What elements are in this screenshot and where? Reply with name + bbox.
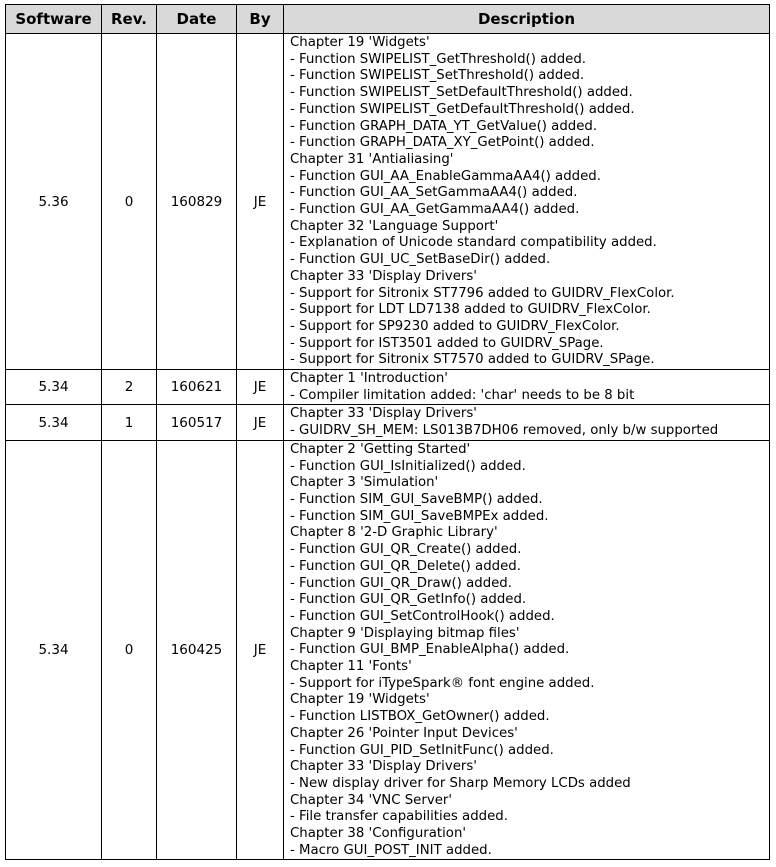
software-cell: 5.36 <box>6 34 102 370</box>
revision-cell: 0 <box>102 440 157 860</box>
revision-cell: 1 <box>102 405 157 440</box>
header-rev: Rev. <box>102 5 157 34</box>
software-cell: 5.34 <box>6 405 102 440</box>
description-line: - Function GUI_QR_Create() added. <box>290 542 522 558</box>
header-software: Software <box>6 5 102 34</box>
description-line: Chapter 8 '2-D Graphic Library' <box>290 525 498 541</box>
description-line: - Function SWIPELIST_SetDefaultThreshold() added. <box>290 85 633 101</box>
header-row <box>6 5 770 34</box>
revision-history-table <box>5 4 770 860</box>
description-line: Chapter 11 'Fonts' <box>290 659 412 675</box>
table-row <box>6 34 770 370</box>
description-line: - File transfer capabilities added. <box>290 809 508 825</box>
description-line: Chapter 2 'Getting Started' <box>290 441 471 457</box>
description-cell <box>284 440 770 860</box>
author-cell: JE <box>237 405 284 440</box>
description-line: - Support for Sitronix ST7570 added to GUIDRV_SPage. <box>290 352 655 368</box>
description-cell <box>284 370 770 405</box>
description-line: Chapter 33 'Display Drivers' <box>290 406 477 422</box>
description-line: - Function SIM_GUI_SaveBMP() added. <box>290 491 543 507</box>
description-line: - Function GUI_PID_SetInitFunc() added. <box>290 742 554 758</box>
description-line: Chapter 19 'Widgets' <box>290 35 430 50</box>
header-date: Date <box>157 5 237 34</box>
description-line: - Function GUI_AA_EnableGammaAA4() added. <box>290 168 601 184</box>
header-by: By <box>237 5 284 34</box>
date-cell: 160621 <box>157 370 237 405</box>
description-line: Chapter 9 'Displaying bitmap files' <box>290 625 520 641</box>
revision-cell: 0 <box>102 34 157 370</box>
revision-cell: 2 <box>102 370 157 405</box>
description-line: - Support for LDT LD7138 added to GUIDRV_FlexColor. <box>290 302 651 318</box>
description-cell <box>284 405 770 440</box>
description-line: - Support for SP9230 added to GUIDRV_FlexColor. <box>290 318 620 334</box>
description-line: - Function GUI_QR_Delete() added. <box>290 558 521 574</box>
description-line: Chapter 1 'Introduction' <box>290 371 448 387</box>
description-line: - Support for IST3501 added to GUIDRV_SPage. <box>290 335 604 351</box>
description-line: Chapter 32 'Language Support' <box>290 218 499 234</box>
description-cell <box>284 34 770 370</box>
author-cell: JE <box>237 34 284 370</box>
software-cell: 5.34 <box>6 370 102 405</box>
header-description: Description <box>284 5 770 34</box>
description-line: Chapter 26 'Pointer Input Devices' <box>290 725 518 741</box>
table-row <box>6 440 770 860</box>
description-line: - Function GUI_BMP_EnableAlpha() added. <box>290 642 570 658</box>
description-line: - Function SWIPELIST_GetThreshold() added. <box>290 51 586 67</box>
description-line: Chapter 38 'Configuration' <box>290 826 467 842</box>
description-line: - New display driver for Sharp Memory LCDs added <box>290 775 631 791</box>
software-cell: 5.34 <box>6 440 102 860</box>
description-line: - Macro GUI_POST_INIT added. <box>290 842 492 858</box>
description-line: Chapter 31 'Antialiasing' <box>290 151 454 167</box>
description-line: - Function GRAPH_DATA_XY_GetPoint() added. <box>290 135 595 151</box>
description-line: Chapter 33 'Display Drivers' <box>290 759 477 775</box>
description-line: - Function GUI_UC_SetBaseDir() added. <box>290 252 551 268</box>
author-cell: JE <box>237 370 284 405</box>
date-cell: 160425 <box>157 440 237 860</box>
description-line: - Function SWIPELIST_SetThreshold() added. <box>290 68 585 84</box>
description-line: Chapter 19 'Widgets' <box>290 692 430 708</box>
description-line: - Explanation of Unicode standard compatibility added. <box>290 235 657 251</box>
revision-rows <box>6 34 770 860</box>
description-line: - GUIDRV_SH_MEM: LS013B7DH06 removed, only b/w supported <box>290 423 719 439</box>
description-line: - Function GRAPH_DATA_YT_GetValue() added. <box>290 118 598 134</box>
description-line: - Function GUI_IsInitialized() added. <box>290 458 526 474</box>
description-line: Chapter 3 'Simulation' <box>290 475 439 491</box>
description-line: - Compiler limitation added: 'char' needs to be 8 bit <box>290 387 635 403</box>
description-line: - Function GUI_AA_SetGammaAA4() added. <box>290 185 578 201</box>
description-line: - Function GUI_AA_GetGammaAA4() added. <box>290 202 580 218</box>
date-cell: 160517 <box>157 405 237 440</box>
description-line: - Support for Sitronix ST7796 added to GUIDRV_FlexColor. <box>290 285 675 301</box>
description-line: Chapter 33 'Display Drivers' <box>290 268 477 284</box>
description-line: - Function GUI_QR_GetInfo() added. <box>290 592 527 608</box>
description-line: - Function SIM_GUI_SaveBMPEx added. <box>290 508 549 524</box>
table-row <box>6 370 770 405</box>
description-line: - Function GUI_QR_Draw() added. <box>290 575 512 591</box>
date-cell: 160829 <box>157 34 237 370</box>
description-line: - Function SWIPELIST_GetDefaultThreshold() added. <box>290 101 635 117</box>
description-line: - Support for iTypeSpark® font engine added. <box>290 675 595 691</box>
author-cell: JE <box>237 440 284 860</box>
description-line: - Function GUI_SetControlHook() added. <box>290 608 555 624</box>
description-line: Chapter 34 'VNC Server' <box>290 792 453 808</box>
description-line: - Function LISTBOX_GetOwner() added. <box>290 709 550 725</box>
table-row <box>6 405 770 440</box>
